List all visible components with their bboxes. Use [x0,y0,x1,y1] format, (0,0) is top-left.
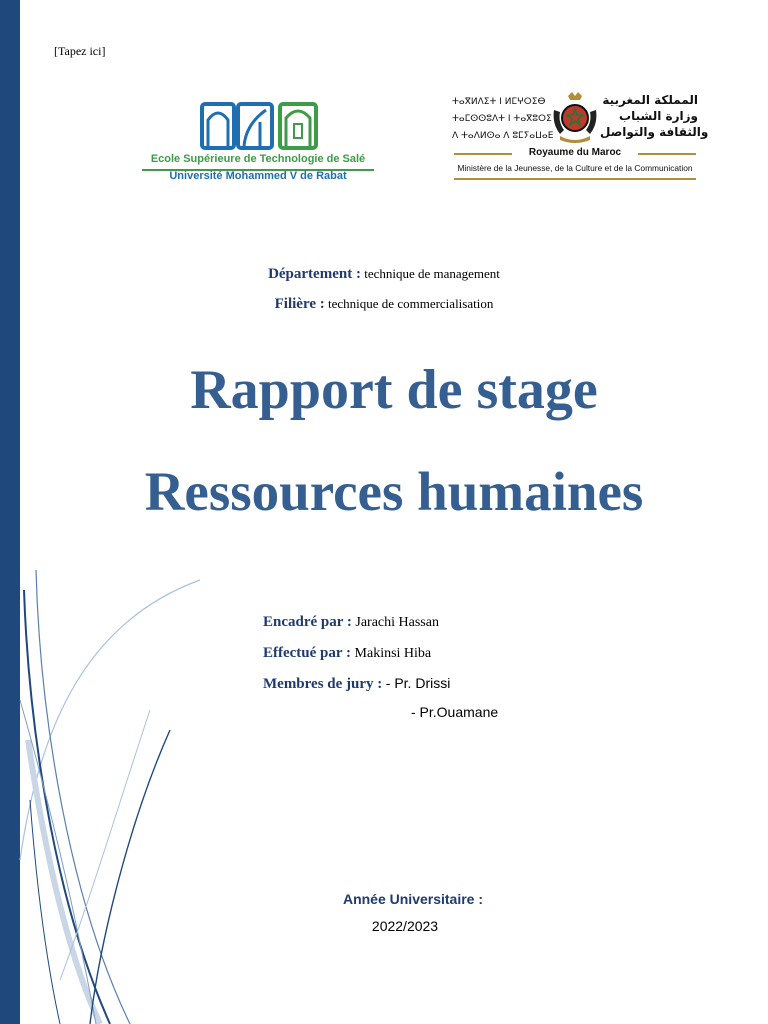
report-subtitle: Ressources humaines [144,461,644,522]
encadre-label: Encadré par : [263,614,352,630]
annee-universitaire-label: Année Universitaire : [342,891,484,907]
decorative-swoosh-lines [0,560,240,1024]
jury-label: Membres de jury : [263,676,383,692]
effectue-line [263,645,431,662]
ministry-logo [452,90,709,184]
filiere-line [0,296,768,313]
jury-member: - Pr.Ouamane [411,704,499,720]
ministry-rule-right [638,153,696,155]
est-university-name: Université Mohammed V de Rabat [169,170,347,182]
departement-value: technique de management [364,266,500,281]
ministry-country: Royaume du Maroc [528,147,622,158]
jury-member: - Pr. Drissi [385,675,451,691]
jury-line [263,675,450,693]
filiere-value: technique de commercialisation [328,296,494,311]
header-placeholder: [Tapez ici] [54,44,106,58]
ministry-name: Ministère de la Jeunesse, de la Culture et de la Communication [457,163,693,173]
effectue-value: Makinsi Hiba [354,646,432,661]
royal-coat-of-arms-icon [550,90,600,144]
departement-line [0,266,768,283]
ministry-rule-bottom [454,178,696,180]
encadre-line [263,614,439,631]
encadre-value: Jarachi Hassan [355,615,439,630]
est-sale-logo [140,98,376,186]
ministry-tifinagh-text: ⵜⴰⴳⵍⴷⵉⵜ ⵏ ⵍⵎⵖⵔⵉⴱ ⵜⴰⵎⵙⵙⵓⴷⵜ ⵏ ⵜⴰⴳⵓⵔⵉ ⴷ ⵜⴰⴷⵍⵙⴰ ⴷ ⵓⵎⵢⴰⵡⴰⴹ [452,97,554,141]
departement-label: Département : [268,266,361,282]
est-school-name: Ecole Supérieure de Technologie de Salé [150,153,366,165]
annee-universitaire-value: 2022/2023 [371,918,439,934]
est-building-icon [200,98,320,152]
effectue-label: Effectué par : [263,645,352,661]
filiere-label: Filière : [274,296,325,312]
report-title: Rapport de stage [190,359,598,421]
ministry-rule-left [454,153,512,155]
ministry-arabic-text: المملكة المغربية وزارة الشباب والثقافة والتواصل [600,93,709,139]
